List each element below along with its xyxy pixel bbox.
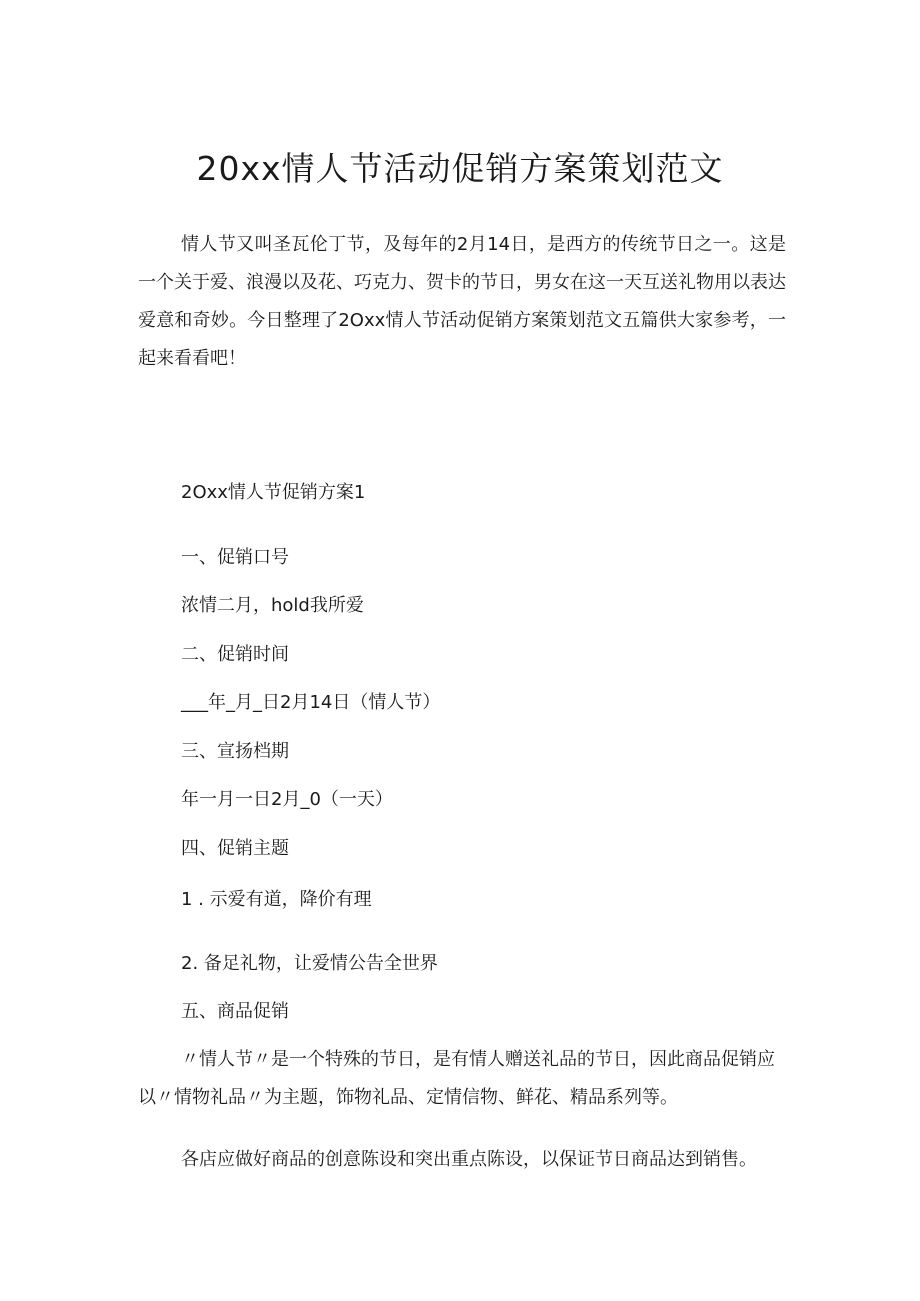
heading-promo-time: 二、促销时间: [181, 644, 289, 665]
section-title: 2Oxx情人节促销方案1: [181, 482, 366, 503]
product-promo-paragraph: 〃情人节〃是一个特殊的节日，是有情人赠送礼品的节日，因此商品促销应以〃情物礼品〃为主题，饰物礼品、定情信物、鲜花、精品系列等。: [138, 1049, 775, 1108]
publicity-period-text: 年一月一日2月_0（一天）: [181, 789, 393, 810]
heading-slogan: 一、促销口号: [181, 547, 289, 568]
document-title: 20xx情人节活动促销方案策划范文: [196, 149, 724, 188]
heading-product-promo: 五、商品促销: [181, 1001, 289, 1022]
intro-paragraph: 情人节又叫圣瓦伦丁节，及每年的2月14日，是西方的传统节日之一。这是一个关于爱、浪漫以及花、巧克力、贺卡的节日，男女在这一天互送礼物用以表达爱意和奇妙。今日整理了2Oxx情人节活动促销方案策划范文五篇供大家参考，一起来看看吧！: [138, 234, 786, 369]
slogan-text: 浓情二月，hold我所爱: [181, 595, 364, 616]
display-paragraph: 各店应做好商品的创意陈设和突出重点陈设，以保证节日商品达到销售。: [181, 1149, 757, 1170]
heading-promo-theme: 四、促销主题: [181, 838, 289, 859]
heading-publicity-period: 三、宣扬档期: [181, 741, 289, 762]
theme-item-1: 1 . 示爱有道，降价有理: [181, 889, 372, 910]
promo-time-text: ___年_月_日2月14日（情人节）: [181, 692, 441, 713]
theme-item-2: 2. 备足礼物，让爱情公告全世界: [181, 953, 438, 974]
